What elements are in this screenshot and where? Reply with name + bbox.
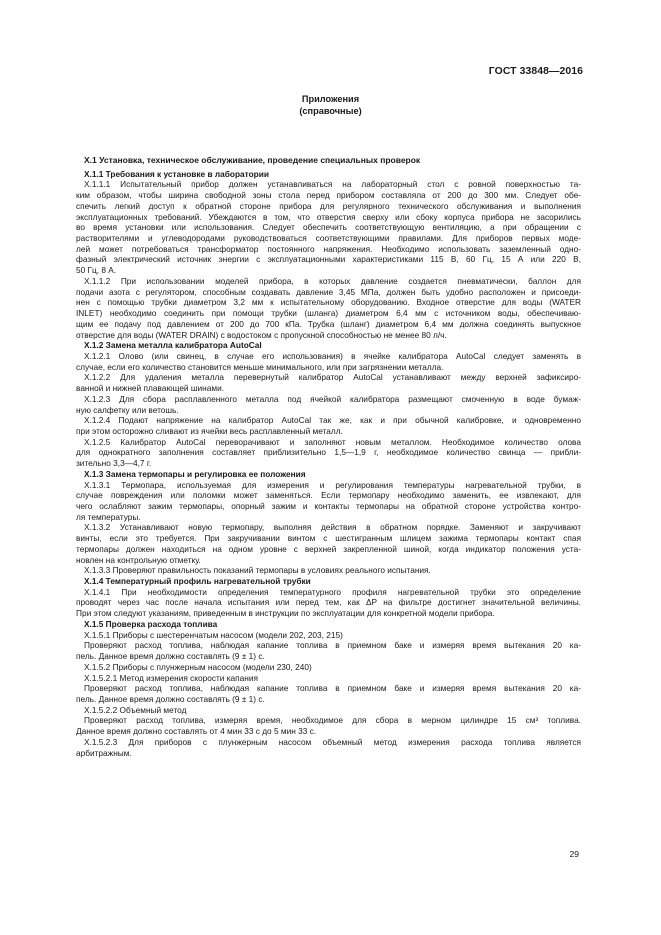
text-line: при этом осторожно сливают из ячейки весь расплавленный металл. bbox=[76, 425, 343, 436]
subsection-heading bbox=[76, 340, 581, 351]
text-line: ким образом, чтобы ширина свободной зоны стола перед прибором составляла от 200 до 300 мм. Следует обе- bbox=[76, 190, 581, 201]
paragraph bbox=[76, 415, 581, 436]
text-line: винты, если это требуется. При закручивании винтом с шестигранным шлицем зажима термопары контакт спая bbox=[76, 533, 581, 544]
paragraph bbox=[76, 372, 581, 393]
text-line: спечить легкий доступ к обратной стороне прибора для регулярного технического обслуживания и выполнения bbox=[76, 200, 581, 211]
text-line: X.1.4.1 При необходимости определения температурного профиля нагревательной трубки это определение bbox=[84, 586, 581, 597]
text-line: INLET) необходимо соединить при помощи трубки (шланга) диаметром 6,4 мм с источником воды, обеспечиваю- bbox=[76, 308, 581, 319]
text-line: X.1.3.3 Проверяют правильность показаний термопары в условиях реального испытания. bbox=[84, 565, 431, 576]
text-line: X.1.1.2 При использовании моделей прибора, в которых давление создается пневматически, баллон для bbox=[84, 275, 581, 286]
paragraph bbox=[76, 480, 581, 523]
text-line: Проверяют расход топлива, наблюдая капание топлива в приемном баке и измеряя время вытекания 20 ка- bbox=[84, 683, 581, 694]
text-line: X.1.2.4 Подают напряжение на калибратор AutoCal так же, как и при обычной калибровке, и одновременно bbox=[84, 415, 581, 426]
text-line: эксплуатационных требований. Убеждаются в том, что отверстия сверху или сбоку корпуса прибора не засорились bbox=[76, 211, 581, 222]
paragraph bbox=[76, 437, 581, 469]
text-line: арбитражным. bbox=[76, 747, 132, 758]
appendix-heading bbox=[0, 93, 661, 117]
text-line: чего ослабляют зажим термопары, опорный зажим и контакты термопары на обратной стороне устройства контро- bbox=[76, 501, 581, 511]
text-line: Проверяют расход топлива, измеряя время, необходимое для сбора в мерном цилиндре 15 см³ топлива. bbox=[84, 715, 581, 726]
text-line: X.1.5.2.2 Объемный метод bbox=[84, 704, 187, 715]
text-line: Проверяют расход топлива, наблюдая капание топлива в приемном баке и измеряя время вытекания 20 ка- bbox=[84, 640, 581, 651]
text-line: X.1.5 Проверка расхода топлива bbox=[84, 618, 218, 629]
text-line: подачи азота с регулятором, способным создавать давление 3,45 МПа, должен быть удобно расположен и присоеди- bbox=[76, 286, 581, 297]
text-line: X.1.5.1 Приборы с шестеренчатым насосом (модели 202, 203, 215) bbox=[84, 629, 343, 640]
text-line: ля температуры. bbox=[76, 511, 141, 522]
text-line: ную салфетку или ветошь. bbox=[76, 404, 179, 415]
text-line: При этом следуют указаниям, приведенным в инструкции по эксплуатации для конкретной модели прибора. bbox=[76, 608, 495, 619]
text-line: растворителями и углеводородами руководствоваться соответствующими правилами. Для приборов первых моде- bbox=[76, 233, 581, 244]
appendix-title: Приложения bbox=[301, 94, 360, 104]
text-line: X.1.5.2 Приборы с плунжерным насосом (модели 230, 240) bbox=[84, 661, 312, 672]
text-line: во время установки или использования. Следует обеспечить соответствующую вентиляцию, а при обращении с bbox=[76, 222, 581, 233]
subsection-heading bbox=[76, 576, 581, 587]
text-line: X.1.5.2.1 Метод измерения скорости капания bbox=[84, 672, 258, 683]
text-line: X.1.3.1 Термопара, используемая для измерения и регулирования температуры нагревательной трубки, в bbox=[84, 479, 581, 490]
section-heading bbox=[76, 155, 581, 166]
document-body bbox=[76, 155, 581, 758]
text-line: X.1.3 Замена термопары и регулировка ее положения bbox=[84, 468, 306, 479]
text-line: X.1 Установка, техническое обслуживание, проведение специальных проверок bbox=[84, 155, 421, 165]
text-line: для однократного заполнения составляет приблизительно 1,5—1,9 г, необходимое количество свинца — прибли- bbox=[76, 447, 581, 458]
paragraph bbox=[76, 351, 581, 372]
text-line: проводят через час после начала испытания или перед тем, как ΔP на фильтре достигнет значительной величины. bbox=[76, 597, 581, 608]
text-line: X.1.5.2.3 Для приборов с плунжерным насосом объемный метод измерения расхода топлива является bbox=[84, 736, 581, 747]
text-line: термопары должен находиться на одном уровне с верхней закрепленной шиной, когда индикатор положения уста- bbox=[76, 543, 581, 554]
text-line: новлен на контрольную отметку. bbox=[76, 554, 201, 565]
paragraph bbox=[76, 394, 581, 415]
paragraph bbox=[76, 683, 581, 704]
text-line: случае повреждения или поломки может заменяться. Если термопару необходимо заменить, ее извлекают, для bbox=[76, 490, 581, 501]
text-line: X.1.2.2 Для удаления металла перевернутый калибратор AutoCal устанавливают между верхней зафиксиро- bbox=[84, 372, 581, 383]
text-line: X.1.2.5 Калибратор AutoCal переворачивают и заполняют новым металлом. Необходимое количество олова bbox=[84, 436, 581, 447]
paragraph bbox=[76, 565, 581, 576]
paragraph bbox=[76, 673, 581, 684]
subsection-heading bbox=[76, 469, 581, 480]
paragraph bbox=[76, 640, 581, 661]
text-line: Данное время должно составлять от 4 мин 33 с до 5 мин 33 с. bbox=[76, 726, 317, 737]
text-line: нен с помощью трубки диаметром 3,2 мм к испытательному оборудованию. Входное отверстие для воды (WATER bbox=[76, 297, 581, 308]
text-line: X.1.1 Требования к установке в лаборатории bbox=[84, 168, 269, 179]
text-line: лей может потребоваться трансформатор постоянного напряжения. Необходимо использовать заземленный одно- bbox=[76, 243, 581, 254]
text-line: X.1.4 Температурный профиль нагревательной трубки bbox=[84, 576, 311, 587]
document-code: ГОСТ 33848—2016 bbox=[488, 66, 583, 77]
paragraph bbox=[76, 705, 581, 716]
text-line: отверстие для воды (WATER DRAIN) с водостоком с пропускной способностью не менее 80 л/ч. bbox=[76, 329, 447, 340]
text-line: X.1.2.3 Для сбора расплавленного металла под ячейкой калибратора размещают смоченную в воде бумаж- bbox=[84, 393, 581, 404]
text-line: X.1.3.2 Устанавливают новую термопару, выполняя действия в обратном порядке. Заменяют и закручивают bbox=[84, 522, 581, 533]
text-line: щим ее подачу под давлением от 200 до 700 кПа. Трубка (шланг) диаметром 6,4 мм должна соединять выпускное bbox=[76, 318, 581, 329]
paragraph bbox=[76, 662, 581, 673]
text-line: пель. Данное время должно составлять (9 ± 1) с. bbox=[76, 693, 265, 704]
paragraph bbox=[76, 522, 581, 565]
text-line: X.1.1.1 Испытательный прибор должен устанавливаться на лабораторный стол с ровной поверхностью та- bbox=[84, 179, 581, 190]
text-line: зительно 3,3—4,7 г. bbox=[76, 458, 152, 469]
text-line: ванной и нижней плавающей шинами. bbox=[76, 383, 225, 394]
paragraph bbox=[76, 179, 581, 275]
text-line: 50 Гц, 8 А. bbox=[76, 265, 117, 276]
page-number: 29 bbox=[569, 849, 579, 859]
paragraph bbox=[76, 587, 581, 619]
text-line: X.1.2.1 Олово (или свинец, в случае его использования) в ячейке калибратора AutoCal следует заменять в bbox=[84, 350, 581, 361]
text-line: пель. Данное время должно составлять (9 ± 1) с. bbox=[76, 651, 265, 662]
paragraph bbox=[76, 737, 581, 758]
text-line: случае, если его количество становится меньше минимального, или при загрязнении металла. bbox=[76, 361, 444, 372]
paragraph bbox=[76, 630, 581, 641]
subsection-heading bbox=[76, 619, 581, 630]
subsection-heading bbox=[76, 169, 581, 180]
paragraph bbox=[76, 276, 581, 340]
text-line: фазный электрический источник энергии с эксплуатационными характеристиками 115 В, 60 Гц, 15 А или 220 В, bbox=[76, 254, 581, 265]
text-line: X.1.2 Замена металла калибратора AutoCal bbox=[84, 340, 262, 351]
appendix-subtitle: (справочные) bbox=[299, 106, 362, 116]
paragraph bbox=[76, 715, 581, 736]
